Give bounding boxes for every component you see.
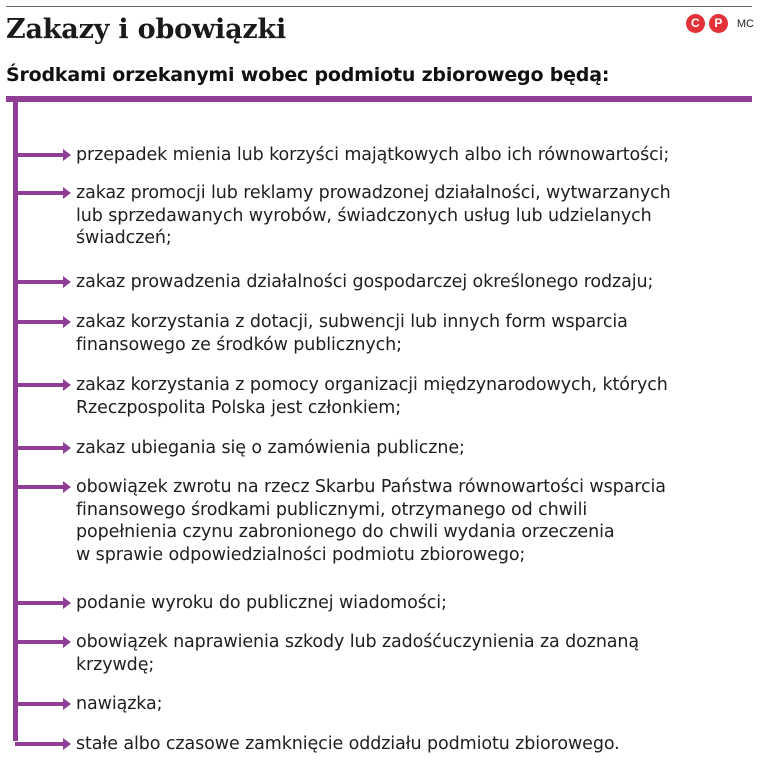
list-item-line: obowiązek zwrotu na rzecz Skarbu Państwa równowartości wsparcia — [76, 477, 666, 497]
list-item-line: popełnienia czynu zabronionego do chwili wydania orzeczenia — [76, 522, 615, 542]
list-item-line: Rzeczpospolita Polska jest członkiem; — [76, 397, 402, 418]
list-item-text — [76, 733, 776, 756]
arrow-icon — [15, 379, 71, 391]
list-item-text — [76, 182, 776, 250]
list-item-text — [76, 476, 776, 566]
arrow-icon — [15, 187, 71, 199]
list-item-line: zakaz ubiegania się o zamówienia publiczne; — [76, 438, 465, 458]
list-item-text — [76, 437, 776, 460]
arrow-icon — [15, 481, 71, 493]
list-item-text — [76, 374, 776, 419]
arrow-icon — [15, 149, 71, 161]
copyright-p-icon: P — [709, 14, 728, 33]
arrow-icon — [15, 316, 71, 328]
list-item-line: zakaz promocji lub reklamy prowadzonej działalności, wytwarzanych — [76, 183, 671, 203]
list-item-line: finansowego ze środków publicznych; — [76, 334, 402, 355]
arrow-icon — [15, 698, 71, 710]
arrow-icon — [15, 442, 71, 454]
list-item-text — [76, 693, 776, 716]
list-item-text — [76, 631, 776, 676]
list-item-line: zakaz korzystania z pomocy organizacji międzynarodowych, których — [76, 375, 668, 395]
list-item-line: nawiązka; — [76, 694, 163, 714]
author-initials: MC — [736, 17, 754, 30]
arrow-icon — [15, 276, 71, 288]
list-item-line: lub sprzedawanych wyrobów, świadczonych usług lub udzielanych — [76, 205, 652, 226]
list-item-line: obowiązek naprawienia szkody lub zadośćuczynienia za doznaną — [76, 632, 640, 652]
arrow-icon — [15, 738, 71, 750]
credits — [686, 14, 754, 33]
list-item-line: stałe albo czasowe zamknięcie oddziału podmiotu zbiorowego. — [76, 734, 620, 754]
list-heading: Środkami orzekanymi wobec podmiotu zbiorowego będą: — [6, 64, 610, 86]
arrow-icon — [15, 597, 71, 609]
list-item-line: zakaz prowadzenia działalności gospodarczej określonego rodzaju; — [76, 272, 654, 292]
list-item-line: w sprawie odpowiedzialności podmiotu zbiorowego; — [76, 544, 526, 565]
list-item-text — [76, 311, 776, 356]
list-item-line: finansowego środkami publicznymi, otrzymanego od chwili — [76, 499, 588, 520]
accent-bar — [6, 96, 752, 102]
list-item-text — [76, 271, 776, 294]
list-item-line: krzywdę; — [76, 654, 155, 675]
list-item-text — [76, 144, 776, 167]
arrow-icon — [15, 636, 71, 648]
list-item-line: świadczeń; — [76, 228, 172, 248]
list-item-line: podanie wyroku do publicznej wiadomości; — [76, 593, 447, 613]
list-item-line: przepadek mienia lub korzyści majątkowych albo ich równowartości; — [76, 145, 670, 165]
page-title: Zakazy i obowiązki — [6, 14, 287, 45]
top-rule — [6, 6, 752, 7]
copyright-c-icon: C — [686, 14, 705, 33]
list-item-line: zakaz korzystania z dotacji, subwencji lub innych form wsparcia — [76, 312, 628, 332]
list-item-text — [76, 592, 776, 615]
